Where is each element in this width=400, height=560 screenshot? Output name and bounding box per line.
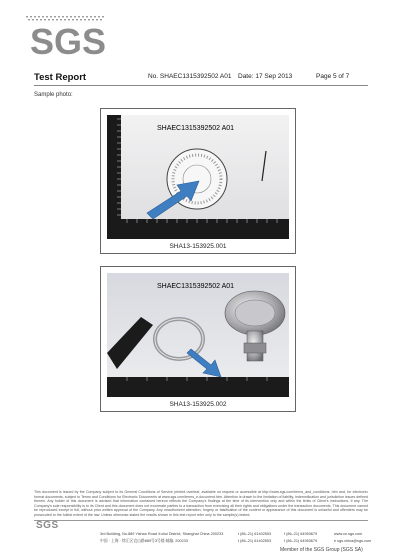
sample-photo-1 xyxy=(100,108,296,254)
footer-fax-en: f (86–21) 64953679 xyxy=(284,532,318,536)
photo-1-label: SHAEC1315392502 A01 xyxy=(157,125,235,132)
photo-1-image xyxy=(107,115,289,239)
footer-sgs-logo: SGS xyxy=(36,520,59,531)
footer-website[interactable]: www.cn.sgs.com xyxy=(334,532,363,536)
header-divider xyxy=(34,85,368,86)
sample-photo-2 xyxy=(100,266,296,412)
page-number: Page 5 of 7 xyxy=(316,73,350,80)
footer-phone-cn: t (86–21) 61402553 xyxy=(238,539,272,543)
report-number: No. SHAEC1315392502 A01 xyxy=(148,73,232,80)
photo-2-label: SHAEC1315392502 A01 xyxy=(157,283,235,290)
sgs-logo-text: SGS xyxy=(30,21,107,58)
photo-2-id: SHA13-153925.002 xyxy=(169,401,227,408)
sgs-logo xyxy=(20,14,138,58)
footer-phone-en: t (86–21) 61402553 xyxy=(238,532,272,536)
footer-email[interactable]: e sgs.china@sgs.com xyxy=(334,539,372,543)
footer-fax-cn: f (86–21) 64953679 xyxy=(284,539,318,543)
footer-member-note: Member of the SGS Group (SGS SA) xyxy=(280,547,363,553)
report-date: Date: 17 Sep 2013 xyxy=(238,73,293,80)
photo-2-image xyxy=(107,273,289,397)
footer-address-cn: 中国 · 上海 · 徐汇区宜山路889号3号楼 邮编: 200233 xyxy=(100,539,188,543)
section-caption: Sample photo: xyxy=(34,92,73,98)
footer-disclaimer: This document is issued by the Company subject to its General Conditions of Service printed overleaf, available on request or accessible at http://www.sgs.com/terms_and_conditions. htm and, for electronic format documents, subject to Terms and Conditions for Electronic Documents at www.sgs.com/terms_e-document.htm. Attention is drawn to the limitation of liability, indemnification and jurisdiction issues defined therein. Any holder of this document is advised that information contained hereon reflects the Company's findings at the time of its intervention only and within the limits of Client's instructions, if any. The Company's sole responsibility is to its Client and this document does not exonerate parties to a transaction from exercising all their rights and obligations under the transaction documents. This document cannot be reproduced except in full, without prior written approval of the Company. Any unauthorized alteration, forgery or falsification of the content or appearance of this document is unlawful and offenders may be prosecuted to the fullest extent of the law. Unless otherwise stated the results shown in this test report refer only to the sample(s) tested. xyxy=(34,490,368,517)
photo-1-id: SHA13-153925.001 xyxy=(169,243,227,250)
footer-address-en: 3rd Building, No.889 Yishan Road Xuhui District, Shanghai China 200233 xyxy=(100,532,224,536)
footer-divider xyxy=(34,520,368,521)
report-title: Test Report xyxy=(34,72,87,83)
